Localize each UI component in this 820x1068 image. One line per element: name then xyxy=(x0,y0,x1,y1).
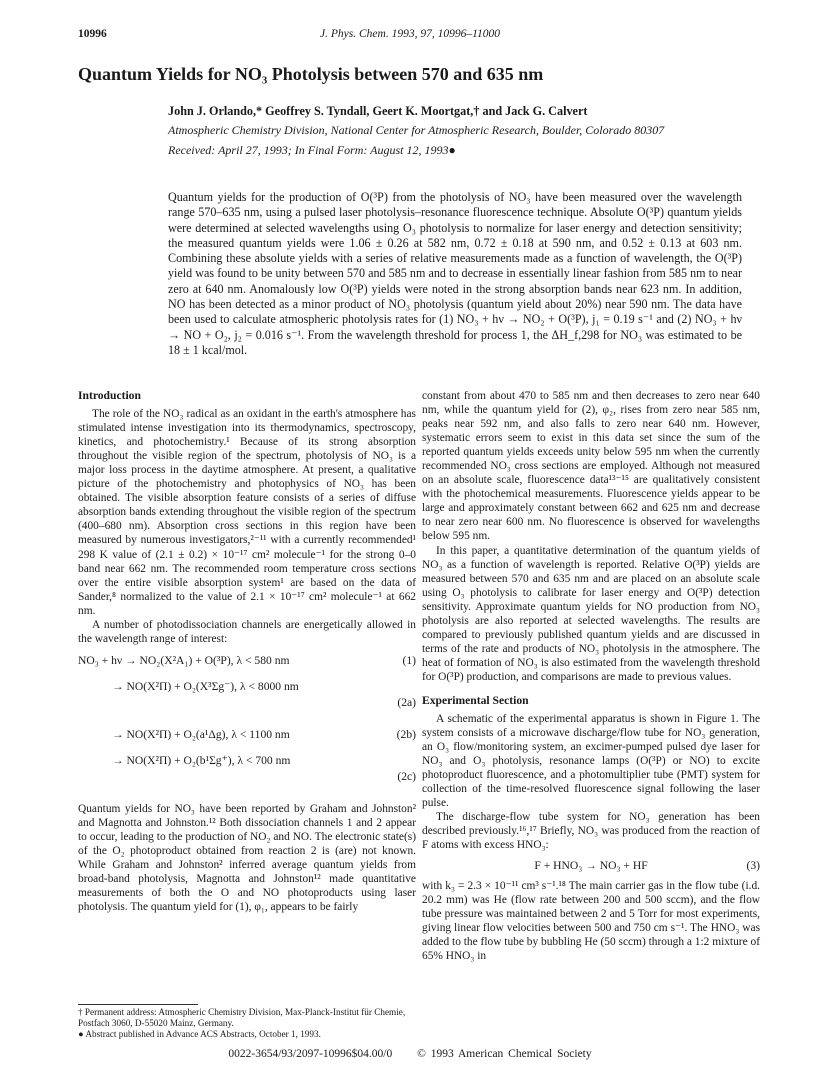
paragraph: In this paper, a quantitative determination of the quantum yields of NO₃ as a function of wavelength is reported. Relative O(³P) yields are measured between 570 and 635 nm and are placed on an absolute scale using O₃ photolysis to calibrate for laser energy and O(³P) detection sensitivity. Approximate quantum yields for NO production from NO₃ photolysis are also reported at selected wavelengths. The results are compared to previously published quantum yields and are discussed in terms of the rate and products of NO₃ photolysis in the atmosphere. The heat of formation of NO₃ is also estimated from the wavelength threshold for O(³P) production, and comparisons are made to previous values. xyxy=(422,544,760,683)
paragraph: Quantum yields for NO₃ have been reported by Graham and Johnston² and Magnotta and Johnston.¹² Both dissociation channels 1 and 2 appear to occur, leading to the production of NO₂ and NO. The electronic state(s) of the O₂ photoproduct obtained from reaction 2 is (are) not known. While Graham and Johnston² inferred average quantum yields from broad-band photolysis, Magnotta and Johnston¹² made quantitative measurements of both the O and NO photoproducts using laser photolysis. The quantum yield for (1), φ₁, appears to be fairly xyxy=(78,802,416,914)
equation-text: → NO(X²Π) + O₂(a¹Δg), λ < 1100 nm xyxy=(112,727,290,741)
paragraph: A schematic of the experimental apparatus is shown in Figure 1. The system consists of a microwave discharge/flow tube for NO₃ generation, an O₃ flow/monitoring system, an excimer-pumped pulsed dye laser for NO₃ and O₃ photolysis, resonance lamps (O(³P) or NO) to excite photoproduct fluorescence, and a photomultiplier tube (PMT) system for collection of the time-resolved fluorescence signal following the laser pulse. xyxy=(422,713,760,810)
equation-2b xyxy=(78,728,416,746)
section-heading-introduction: Introduction xyxy=(78,389,141,402)
footnote-divider xyxy=(78,1004,198,1005)
received-dates: Received: April 27, 1993; In Final Form: August 12, 1993● xyxy=(168,143,456,157)
abstract: Quantum yields for the production of O(³P) from the photolysis of NO₃ have been measured over the wavelength range 570–635 nm, using a pulsed laser photolysis–resonance fluorescence technique. Absolute O(³P) quantum yields were determined at selected wavelengths using O₃ photolysis to normalize for laser energy and detection sensitivity; the measured quantum yields were 1.06 ± 0.26 at 582 nm, 0.72 ± 0.18 at 590 nm, and 0.52 ± 0.13 at 603 nm. Combining these absolute yields with a series of relative measurements made as a function of wavelength, the O(³P) yield was found to be unity between 570 and 585 nm and to decrease in essentially linear fashion from 585 nm to near zero at 640 nm. Anomalously low O(³P) yields were noted in the strong absorption bands near 623 nm. In addition, NO has been detected as a minor product of NO₃ photolysis (quantum yield about 20%) near 590 nm. The data have been used to calculate atmospheric photolysis rates for (1) NO₃ + hν → NO₂ + O(³P), j₁ = 0.19 s⁻¹ and (2) NO₃ + hν → NO + O₂, j₂ = 0.016 s⁻¹. From the wavelength threshold for process 1, the ΔH_f,298 for NO₃ was estimated to be 18 ± 1 kcal/mol. xyxy=(168,190,742,357)
equation-number: (1) xyxy=(402,653,416,667)
equation-text: → NO(X²Π) + O₂(b¹Σg⁺), λ < 700 nm xyxy=(112,753,291,767)
equation-number: (2b) xyxy=(396,727,416,741)
page-footer xyxy=(0,1048,820,1060)
paragraph: The discharge-flow tube system for NO₃ generation has been described previously.¹⁶,¹⁷ Briefly, NO₃ was produced from the reaction of F atoms with excess HNO₃: xyxy=(422,811,760,852)
paragraph: with k₃ = 2.3 × 10⁻¹¹ cm³ s⁻¹.¹⁸ The main carrier gas in the flow tube (i.d. 20.2 mm) was He (flow rate between 200 and 500 sccm), and the flow tube pressure was maintained between 2 and 5 Torr for most experiments, giving linear flow velocities between 500 and 750 cm s⁻¹. The HNO₃ was added to the flow tube by bubbling He (50 sccm) through a 1:2 mixture of 65% HNO₃ in xyxy=(422,879,760,962)
paragraph: The role of the NO₃ radical as an oxidant in the earth's atmosphere has stimulated intense investigation into its thermodynamics, spectroscopy, kinetics, and photochemistry.¹ Because of its strong absorption throughout the visible region of the spectrum, photolysis of NO₃ is a major loss process in the daytime atmosphere. At present, a qualitative picture of the photochemistry and photophysics of NO₃ has been obtained. The visible absorption feature consists of a series of diffuse absorption bands extending throughout the visible region of the spectrum (400–680 nm). Absorption cross sections in this region have been measured by numerous investigators,²⁻¹¹ with a currently recommended¹ 298 K value of (2.1 ± 0.2) × 10⁻¹⁷ cm² molecule⁻¹ for the strong 0–0 band near 662 nm. The recommended room temperature cross sections over the entire visible absorption system¹ are based on the data of Sander,⁸ normalized to the value of 2.1 × 10⁻¹⁷ cm² molecule⁻¹ at 662 nm. xyxy=(78,408,416,617)
footnote-abstract-published: ● Abstract published in Advance ACS Abstracts, October 1, 1993. xyxy=(78,1029,321,1039)
equation-number: (3) xyxy=(746,858,760,872)
author-list: John J. Orlando,* Geoffrey S. Tyndall, Geert K. Moortgat,† and Jack G. Calvert xyxy=(168,104,588,118)
right-column xyxy=(422,389,760,963)
equation-1 xyxy=(78,654,416,672)
paragraph: A number of photodissociation channels are energetically allowed in the wavelength range of interest: xyxy=(78,618,416,645)
journal-citation: J. Phys. Chem. 1993, 97, 10996–11000 xyxy=(320,28,500,40)
affiliation: Atmospheric Chemistry Division, National Center for Atmospheric Research, Boulder, Colorado 80307 xyxy=(168,123,665,137)
equation-2c xyxy=(78,754,416,794)
copyright: © 1993 American Chemical Society xyxy=(417,1048,592,1060)
page-number: 10996 xyxy=(78,28,107,40)
article-code: 0022-3654/93/2097-10996$04.00/0 xyxy=(228,1048,393,1060)
equation-text: → NO(X²Π) + O₂(X³Σg⁻), λ < 8000 nm xyxy=(112,679,299,693)
section-heading-experimental: Experimental Section xyxy=(422,693,529,707)
equation-text: NO₃ + hν → NO₂(X²A₁) + O(³P), λ < 580 nm xyxy=(78,653,290,667)
equation-number: (2a) xyxy=(397,695,416,709)
footnotes xyxy=(78,1007,418,1040)
equation-3 xyxy=(422,859,760,873)
left-column xyxy=(78,389,416,914)
equation-number: (2c) xyxy=(397,769,416,783)
paper-title: Quantum Yields for NO₃ Photolysis between 570 and 635 nm xyxy=(78,64,544,84)
equation-2a xyxy=(78,680,416,720)
equation-text: F + HNO₃ → NO₃ + HF xyxy=(534,858,648,872)
footnote-permanent-address: † Permanent address: Atmospheric Chemistry Division, Max-Planck-Institut für Chemie, Postfach 3060, D-55020 Mainz, Germany. xyxy=(78,1007,406,1028)
paragraph: constant from about 470 to 585 nm and then decreases to zero near 640 nm, while the quantum yield for (2), φ₂, rises from zero near 585 nm, peaks near 592 nm, and also falls to zero near 640 nm. However, systematic errors seem to exist in this data set since the sum of the reported quantum yields exceeds unity below 595 nm when the currently recommended NO₃ cross sections are employed. Although not measured on an absolute scale, fluorescence data¹³⁻¹⁵ are qualitatively consistent with the photochemical measurements. Fluorescence yields appear to be large and approximately constant between 662 and 625 nm and decrease to near zero near 600 nm. No fluorescence is observed for wavelengths below 595 nm. xyxy=(422,390,760,543)
